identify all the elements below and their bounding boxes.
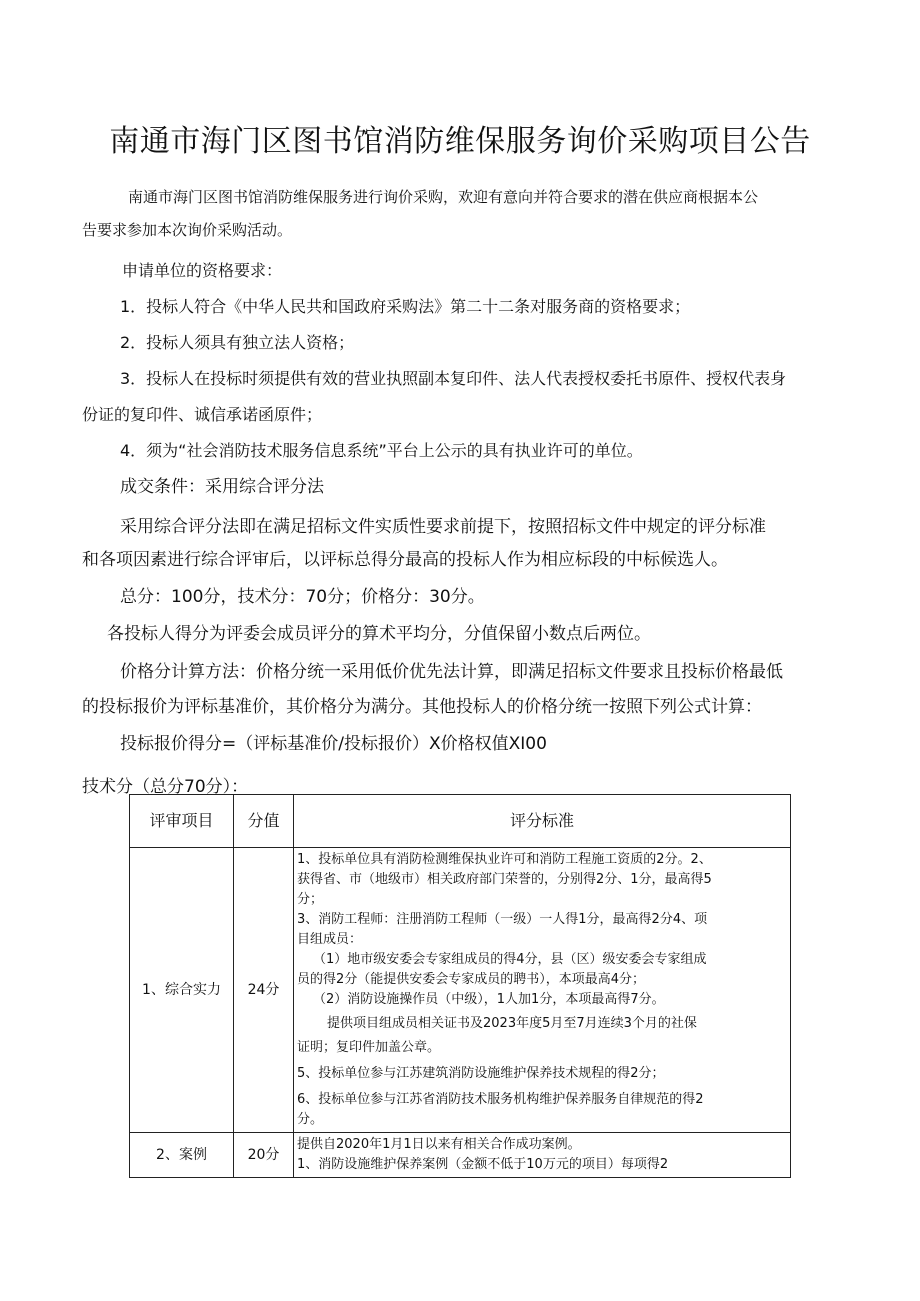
intro-line-1: 南通市海门区图书馆消防维保服务进行询价采购，欢迎有意向并符合要求的潜在供应商根据本公	[128, 188, 759, 206]
award-desc-line-2: 和各项因素进行综合评审后，以评标总得分最高的投标人作为相应标段的中标候选人。	[82, 550, 728, 570]
row-score: 24分	[234, 848, 294, 1133]
criteria-line: 提供自2020年1月1日以来有相关合作成功案例。	[297, 1137, 581, 1152]
header-criteria: 评分标准	[294, 795, 791, 848]
row-criteria	[294, 848, 791, 1133]
criteria-line: 6、投标单位参与江苏省消防技术服务机构维护保养服务自律规范的得2	[297, 1092, 704, 1107]
criteria-line: 分。	[297, 1112, 324, 1127]
criteria-line: 1、消防设施维护保养案例（金额不低于10万元的项目）每项得2	[297, 1157, 669, 1172]
award-desc-line-1: 采用综合评分法即在满足招标文件实质性要求前提下，按照招标文件中规定的评分标准	[120, 517, 766, 537]
criteria-line: 目组成员：	[297, 932, 363, 947]
row-item: 2、案例	[130, 1133, 234, 1178]
table-row	[130, 1133, 791, 1178]
table-row	[130, 848, 791, 1133]
page-title: 南通市海门区图书馆消防维保服务询价采购项目公告	[109, 124, 811, 160]
qualification-item-3: 3．投标人在投标时须提供有效的营业执照副本复印件、法人代表授权委托书原件、授权代表身	[120, 369, 787, 388]
intro-line-2: 告要求参加本次询价采购活动。	[82, 221, 293, 239]
row-criteria	[294, 1133, 791, 1178]
criteria-line: 证明；复印件加盖公章。	[297, 1040, 441, 1055]
header-item: 评审项目	[130, 795, 234, 848]
award-heading: 成交条件：采用综合评分法	[120, 477, 324, 497]
criteria-line: 获得省、市（地级市）相关政府部门荣誉的，分别得2分、1分，最高得5	[297, 872, 712, 887]
criteria-line: 5、投标单位参与江苏建筑消防设施维护保养技术规程的得2分；	[297, 1066, 665, 1081]
criteria-line: 分；	[297, 892, 324, 907]
average-rule: 各投标人得分为评委会成员评分的算术平均分，分值保留小数点后两位。	[107, 624, 651, 644]
price-formula: 投标报价得分=（评标基准价/投标报价）X价格权值XI00	[120, 734, 547, 754]
price-method-line-2: 的投标报价为评标基准价，其价格分为满分。其他投标人的价格分统一按照下列公式计算：	[82, 697, 762, 717]
row-score: 20分	[234, 1133, 294, 1178]
qualification-item-3-cont: 份证的复印件、诚信承诺函原件；	[82, 405, 323, 424]
header-score: 分值	[234, 795, 294, 848]
row-item: 1、综合实力	[130, 848, 234, 1133]
criteria-line: 3、消防工程师：注册消防工程师（一级）一人得1分，最高得2分4、项	[297, 912, 708, 927]
criteria-line: 提供项目组成员相关证书及2023年度5月至7月连续3个月的社保	[327, 1016, 697, 1031]
tech-score-table	[129, 794, 791, 1178]
criteria-line: （1）地市级安委会专家组成员的得4分，县（区）级安委会专家组成	[313, 952, 707, 967]
price-method-line-1: 价格分计算方法：价格分统一采用低价优先法计算，即满足招标文件要求且投标价格最低	[120, 662, 783, 682]
qualification-heading: 申请单位的资格要求：	[122, 261, 283, 280]
criteria-line: 员的得2分（能提供安委会专家成员的聘书），本项最高4分；	[297, 972, 646, 987]
qualification-item-2: 2．投标人须具有独立法人资格；	[120, 333, 355, 352]
tech-score-caption: 技术分（总分70分）：	[82, 777, 249, 797]
qualification-item-4: 4．须为“社会消防技术服务信息系统”平台上公示的具有执业许可的单位。	[120, 441, 643, 460]
table-header-row	[130, 795, 791, 848]
score-summary: 总分：100分，技术分：70分；价格分：30分。	[120, 587, 485, 607]
criteria-line: 1、投标单位具有消防检测维保执业许可和消防工程施工资质的2分。2、	[297, 852, 712, 867]
qualification-item-1: 1．投标人符合《中华人民共和国政府采购法》第二十二条对服务商的资格要求；	[120, 297, 691, 316]
criteria-line: （2）消防设施操作员（中级），1人加1分，本项最高得7分。	[313, 992, 665, 1007]
